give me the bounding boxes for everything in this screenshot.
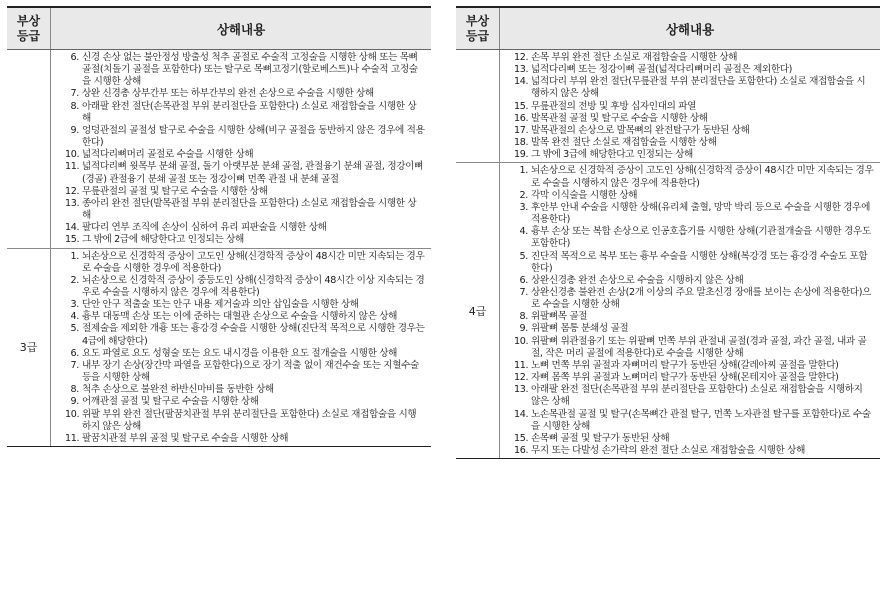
item-text: 넓적다리뼈 또는 정강이뼈 골절(넓적다리뼈머리 골절은 제외한다): [531, 64, 793, 76]
list-item: [65, 311, 425, 323]
item-number: 15.: [65, 234, 80, 246]
list-item: [514, 433, 874, 445]
item-number: 12.: [514, 372, 529, 384]
grade-cell: 4급: [456, 163, 500, 458]
item-text: 그 밖에 3급에 해당한다고 인정되는 상해: [531, 149, 693, 161]
item-number: 8.: [519, 311, 528, 323]
list-item: [514, 64, 874, 76]
item-number: 2.: [70, 274, 79, 286]
list-item: [514, 311, 874, 323]
item-number: 12.: [65, 185, 80, 197]
item-text: 상완신경총 완전 손상으로 수술을 시행하지 않은 상해: [531, 274, 744, 286]
list-item: [65, 222, 425, 234]
list-item: [514, 76, 874, 100]
table-body: [456, 50, 880, 458]
item-number: 1.: [70, 250, 79, 262]
item-text: 손목 부위 완전 절단 소실로 재접합술을 시행한 상해: [531, 52, 738, 63]
item-text: 무지 또는 다발성 손가락의 완전 절단 소실로 재접합술을 시행한 상해: [531, 445, 805, 456]
item-text: 위팔뼈목 골절: [531, 311, 588, 323]
item-text: 진단적 목적으로 복부 또는 흉부 수술을 시행한 상해(복강경 또는 흉강경 수술도 포함한다): [531, 250, 868, 274]
item-number: 13.: [65, 197, 80, 209]
injury-table-right: [456, 6, 880, 459]
item-text: 자뼈 몸쪽 부위 골절과 노뼈머리 탈구가 동반된 상해(몬테지아 골절을 말한다): [531, 372, 839, 384]
item-number: 11.: [514, 359, 529, 371]
item-text: 신경 손상 없는 불안정성 방출성 척추 골절로 수술적 고정술을 시행한 상해 또는 목뼈 골절(치돌기 골절을 포함한다) 또는 탈구로 목뼈고정기(할로베스트)나 수술적 고정술을 시행한 상해: [82, 52, 418, 88]
list-item: [65, 348, 425, 360]
content-cell: [51, 50, 431, 248]
list-item: [514, 445, 874, 457]
item-text: 위팔뼈 위관절융기 또는 위팔뼈 먼쪽 부위 관절내 골절(경과 골절, 과간 골절, 내과 골절, 작은 머리 골절에 적용한다)로 수술을 시행한 상해: [531, 335, 867, 359]
item-text: 아래팔 완전 절단(손목관절 부위 분리절단을 포함한다) 소실로 재접합술을 시행한 상해: [82, 100, 417, 124]
list-item: [65, 186, 425, 198]
list-item: [65, 323, 425, 347]
item-number: 4.: [519, 226, 528, 238]
item-number: 6.: [519, 274, 528, 286]
content-column-header: 상해내용: [216, 21, 266, 37]
item-text: 뇌손상으로 신경학적 증상이 고도인 상해(신경학적 증상이 48시간 미만 지속되는 경우로 수술을 시행하지 않은 경우에 적용한다): [531, 165, 874, 189]
item-text: 발목관절 골절 및 탈구로 수술을 시행한 상해: [531, 112, 708, 124]
list-item: [514, 384, 874, 408]
grade-header-line2: 등급: [16, 28, 41, 43]
item-number: 5.: [70, 323, 79, 335]
item-number: 11.: [65, 161, 80, 173]
list-item: [65, 161, 425, 185]
grade-cell: [7, 50, 51, 248]
list-item: [514, 275, 874, 287]
list-item: [65, 275, 425, 299]
grade-row: [7, 249, 431, 447]
grade-column-header: [7, 8, 51, 49]
list-item: [65, 299, 425, 311]
item-number: 16.: [514, 112, 529, 124]
item-text: 위팔 부위 완전 절단(팔꿈치관절 부위 분리절단을 포함한다) 소실로 재접합술을 시행하지 않은 상해: [82, 408, 417, 432]
item-number: 1.: [519, 165, 528, 177]
item-number: 9.: [70, 396, 79, 408]
list-item: [514, 372, 874, 384]
item-text: 손목뼈 골절 및 탈구가 동반된 상해: [531, 432, 670, 444]
item-number: 8.: [70, 384, 79, 396]
item-number: 11.: [65, 432, 80, 444]
list-item: [514, 336, 874, 360]
item-text: 상완 신경총 상부간부 또는 하부간부의 완전 손상으로 수술을 시행한 상해: [82, 88, 374, 100]
item-number: 2.: [519, 189, 528, 201]
item-text: 내부 장기 손상(장간막 파열을 포함한다)으로 장기 적출 없이 재건수술 또는 지혈수술 등을 시행한 상해: [82, 359, 419, 384]
item-text: 뇌손상으로 신경학적 증상이 중등도인 상해(신경학적 증상이 48시간 이상 지속되는 경우로 수술을 시행하지 않은 경우에 적용한다): [82, 274, 425, 298]
item-number: 14.: [514, 408, 529, 420]
item-number: 14.: [514, 76, 529, 88]
item-text: 절제술을 제외한 개흉 또는 흉강경 수술을 시행한 상해(진단적 목적으로 시행한 경우는 4급에 해당한다): [82, 323, 425, 347]
table-body: [7, 50, 431, 446]
item-number: 8.: [70, 100, 79, 112]
item-number: 6.: [70, 347, 79, 359]
list-item: [514, 52, 874, 64]
item-number: 5.: [519, 250, 528, 262]
item-text: 뇌손상으로 신경학적 증상이 고도인 상해(신경학적 증상이 48시간 미만 지속되는 경우로 수술을 시행한 경우에 적용한다): [82, 250, 425, 274]
item-text: 각막 이식술을 시행한 상해: [531, 189, 638, 201]
content-cell: [51, 249, 431, 447]
list-item: [65, 251, 425, 275]
item-text: 넓적다리뼈머리 골절로 수술을 시행한 상해: [82, 149, 254, 161]
item-number: 7.: [70, 359, 79, 371]
list-item: [65, 433, 425, 445]
list-item: [514, 125, 874, 137]
item-number: 16.: [514, 445, 529, 456]
grade-column-header: [456, 8, 500, 49]
item-number: 15.: [514, 432, 529, 444]
list-item: [65, 101, 425, 125]
item-text: 발목 완전 절단 소실로 재접합술을 시행한 상해: [531, 137, 717, 149]
item-text: 그 밖에 2급에 해당한다고 인정되는 상해: [82, 234, 244, 246]
list-item: [514, 101, 874, 113]
item-text: 종아리 완전 절단(발목관절 부위 분리절단을 포함한다) 소실로 재접합술을 시행한 상해: [82, 197, 417, 222]
grade-row: [456, 50, 880, 163]
item-text: 후안부 안내 수술을 시행한 상해(유리체 출혈, 망막 박리 등으로 수술을 시행한 경우에 적용한다): [531, 201, 870, 226]
list-item: [65, 125, 425, 149]
item-text: 상완신경총 불완전 손상(2개 이상의 주요 말초신경 장애를 보이는 손상에 적용한다)으로 수술을 시행한 상해: [531, 286, 872, 311]
content-column-header: 상해내용: [665, 21, 715, 37]
item-text: 팔꿈치관절 부위 골절 및 탈구로 수술을 시행한 상해: [82, 432, 289, 444]
item-number: 15.: [514, 100, 529, 112]
list-item: [514, 190, 874, 202]
item-number: 6.: [70, 52, 79, 63]
list-item: [65, 198, 425, 222]
list-item: [514, 287, 874, 311]
list-item: [65, 384, 425, 396]
list-item: [65, 52, 425, 88]
item-text: 넓적다리 부위 완전 절단(무릎관절 부위 분리절단을 포함한다) 소실로 재접합술을 시행하지 않은 상해: [531, 76, 866, 100]
list-item: [514, 165, 874, 189]
item-number: 14.: [65, 222, 80, 234]
table-header: [456, 8, 880, 50]
list-item: [65, 396, 425, 408]
item-number: 7.: [519, 286, 528, 298]
grade-header-line1: 부상: [465, 13, 490, 28]
item-text: 위팔뼈 몸통 분쇄성 골절: [531, 323, 629, 335]
list-item: [65, 234, 425, 246]
item-text: 어깨관절 골절 및 탈구로 수술을 시행한 상해: [82, 396, 259, 408]
item-number: 3.: [70, 299, 79, 311]
list-item: [514, 409, 874, 433]
grade-header-line1: 부상: [16, 13, 41, 28]
list-item: [65, 360, 425, 384]
list-item: [65, 88, 425, 100]
item-text: 흉부 대동맥 손상 또는 이에 준하는 대혈관 손상으로 수술을 시행하지 않은 상해: [82, 311, 398, 323]
item-text: 넓적다리뼈 윗목부 분쇄 골절, 돌기 아랫부분 분쇄 골절, 관절융기 분쇄 골절, 정강이뼈(경골) 관절융기 분쇄 골절 또는 정강이뼈 먼쪽 관절 내 분쇄 골절: [82, 161, 423, 185]
item-text: 요도 파열로 요도 성형술 또는 요도 내시경을 이용한 요도 절개술을 시행한 상해: [82, 347, 398, 359]
item-text: 팔다리 연부 조직에 손상이 심하여 유리 피판술을 시행한 상해: [82, 222, 327, 234]
grade-row: [456, 163, 880, 458]
item-text: 무릎관절의 전방 및 후방 십자인대의 파열: [531, 100, 697, 112]
content-cell: [500, 163, 880, 458]
item-number: 4.: [70, 311, 79, 323]
item-number: 13.: [514, 64, 529, 76]
item-number: 12.: [514, 52, 529, 63]
item-number: 10.: [514, 335, 529, 347]
item-number: 17.: [514, 124, 529, 136]
table-header: [7, 8, 431, 50]
list-item: [514, 323, 874, 335]
item-text: 무릎관절의 골절 및 탈구로 수술을 시행한 상해: [82, 185, 268, 197]
item-text: 발목관절의 손상으로 발목뼈의 완전탈구가 동반된 상해: [531, 124, 750, 136]
list-item: [514, 226, 874, 250]
list-item: [514, 202, 874, 226]
list-item: [65, 409, 425, 433]
grade-cell: 3급: [7, 249, 51, 447]
item-text: 척추 손상으로 불완전 하반신마비를 동반한 상해: [82, 384, 274, 396]
item-number: 10.: [65, 149, 80, 161]
grade-header-line2: 등급: [465, 28, 490, 43]
list-item: [514, 149, 874, 161]
item-text: 단안 안구 적출술 또는 안구 내용 제거술과 의안 삽입술을 시행한 상해: [82, 299, 359, 311]
item-number: 13.: [514, 384, 529, 396]
item-number: 18.: [514, 137, 529, 149]
item-text: 노뼈 먼쪽 부위 골절과 자뼈머리 탈구가 동반된 상해(갈레아찌 골절을 말한다): [531, 359, 839, 371]
content-cell: [500, 50, 880, 162]
grade-row: [7, 50, 431, 249]
list-item: [514, 113, 874, 125]
list-item: [514, 360, 874, 372]
item-number: 9.: [70, 124, 79, 136]
item-text: 흉부 손상 또는 복합 손상으로 인공호흡기를 시행한 상해(기관절개술을 시행한 경우도 포함한다): [531, 226, 871, 250]
list-item: [514, 251, 874, 275]
list-item: [514, 137, 874, 149]
item-number: 19.: [514, 149, 529, 161]
item-number: 7.: [70, 88, 79, 100]
item-number: 9.: [519, 323, 528, 335]
item-number: 3.: [519, 201, 528, 213]
item-text: 아래팔 완전 절단(손목관절 부위 분리절단을 포함한다) 소실로 재접합술을 시행하지 않은 상해: [531, 384, 863, 408]
item-number: 10.: [65, 408, 80, 420]
item-text: 노손목관절 골절 및 탈구(손목뼈간 관절 탈구, 먼쪽 노자관절 탈구를 포함한다)로 수술을 시행한 상해: [531, 408, 871, 432]
injury-table-left: [7, 6, 431, 447]
grade-cell: [456, 50, 500, 162]
item-text: 엉덩관절의 골절성 탈구로 수술을 시행한 상해(비구 골절을 동반하지 않은 경우에 적용한다): [82, 124, 425, 149]
list-item: [65, 149, 425, 161]
